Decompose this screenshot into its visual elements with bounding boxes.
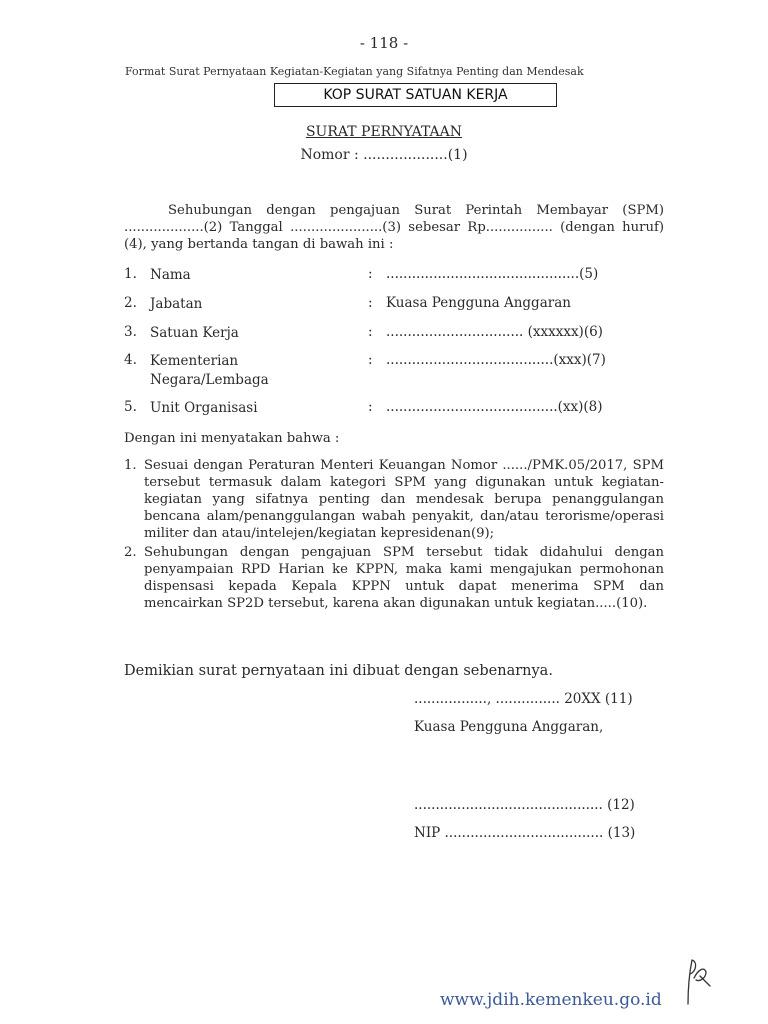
statement-text: Sesuai dengan Peraturan Menteri Keuangan Nomor ....../PMK.05/2017, SPM tersebut termasuk dalam kategori SPM yang digunakan untuk kegiatan-kegiatan yang sifatnya penting dan mendesak berupa penanggulangan bencana alam/penanggulangan wabah penyakit, dan/atau terorisme/operasi militer dan atau/intelejen/kegiatan kepresidenan(9); (144, 458, 664, 541)
letter-title (0, 124, 768, 140)
field-number: 2. (124, 295, 137, 311)
field-value: .......................................(xxx)(7) (386, 352, 606, 368)
statement-item (124, 457, 664, 542)
field-number: 5. (124, 399, 137, 415)
field-row-satuan-kerja (124, 324, 664, 344)
field-colon: : (368, 295, 373, 311)
field-row-unit-organisasi (124, 399, 664, 419)
letter-title-text: SURAT PERNYATAAN (305, 124, 463, 140)
statement-number: 1. (124, 458, 137, 473)
signer-title: Kuasa Pengguna Anggaran, (414, 719, 604, 735)
field-number: 3. (124, 324, 137, 340)
field-value: ........................................(xx)(8) (386, 399, 603, 415)
field-label: Satuan Kerja (150, 325, 239, 341)
field-colon: : (368, 266, 373, 282)
intro-paragraph: Sehubungan dengan pengajuan Surat Perintah Membayar (SPM) ...................(2) Tanggal ......................(3) sebesar Rp................ (dengan huruf)(4), yang bertanda tangan di bawah ini : (124, 203, 664, 252)
statement-number: 2. (124, 545, 137, 560)
closing-sentence: Demikian surat pernyataan ini dibuat dengan sebenarnya. (124, 663, 553, 679)
format-title: Format Surat Pernyataan Kegiatan-Kegiatan yang Sifatnya Penting dan Mendesak (125, 65, 584, 78)
field-colon: : (368, 324, 373, 340)
field-number: 4. (124, 352, 137, 368)
field-label: Unit Organisasi (150, 400, 258, 416)
letter-number: Nomor : ...................(1) (300, 147, 468, 163)
field-label: Kementerian Negara/Lembaga (150, 353, 269, 388)
kop-surat-box (274, 83, 557, 107)
field-row-kementerian (124, 352, 664, 392)
statement-list (124, 457, 664, 614)
footer-url[interactable]: www.jdih.kemenkeu.go.id (440, 990, 662, 1010)
signer-name: ............................................ (12) (414, 797, 635, 813)
field-row-nama (124, 266, 664, 286)
statement-intro: Dengan ini menyatakan bahwa : (124, 431, 340, 446)
field-value: Kuasa Pengguna Anggaran (386, 295, 571, 311)
field-label: Nama (150, 267, 191, 283)
page-number: - 118 - (359, 34, 409, 52)
field-colon: : (368, 352, 373, 368)
field-colon: : (368, 399, 373, 415)
statement-item (124, 544, 664, 612)
paraf-initial-icon (682, 956, 712, 1006)
place-date: ................., ............... 20XX (11) (414, 691, 633, 707)
field-label: Jabatan (150, 296, 203, 312)
signer-nip: NIP ..................................... (13) (414, 825, 636, 841)
field-value: ................................ (xxxxxx)(6) (386, 324, 603, 340)
statement-text: Sehubungan dengan pengajuan SPM tersebut tidak didahului dengan penyampaian RPD Harian ke KPPN, maka kami mengajukan permohonan dispensasi kepada Kepala KPPN untuk dapat menerima SPM dan mencairkan SP2D tersebut, karena akan digunakan untuk kegiatan.....(10). (144, 545, 664, 611)
field-row-jabatan (124, 295, 664, 315)
field-number: 1. (124, 266, 137, 282)
field-value: .............................................(5) (386, 266, 599, 282)
kop-surat-label: KOP SURAT SATUAN KERJA (323, 87, 508, 103)
